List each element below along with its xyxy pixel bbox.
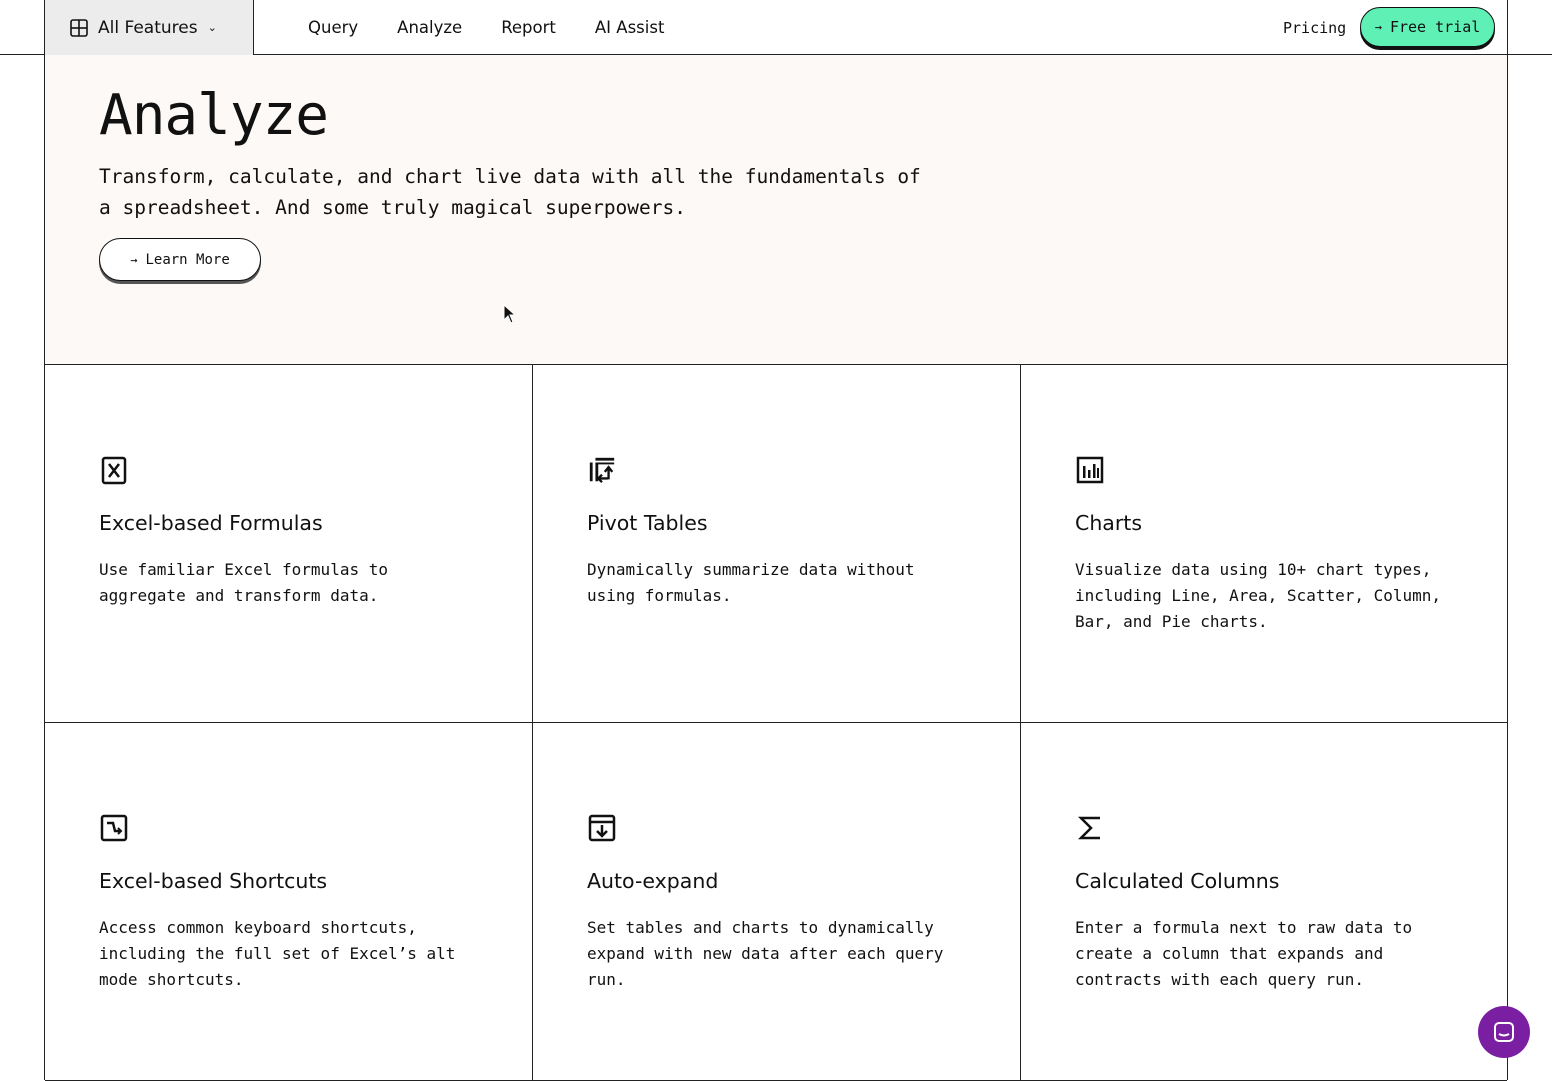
feature-description: Set tables and charts to dynamically expand with new data after each query run. — [587, 918, 944, 989]
nav-link-report[interactable]: Report — [501, 18, 556, 37]
hero-section — [45, 55, 1507, 365]
feature-card — [533, 723, 1021, 1081]
chevron-down-icon: ⌄ — [207, 21, 217, 34]
hero-description: Transform, calculate, and chart live data with all the fundamentals of a spreadsheet. And some truly magical superpowers. — [99, 165, 921, 219]
nav-link-analyze[interactable]: Analyze — [397, 18, 463, 37]
pricing-link[interactable]: Pricing — [1283, 18, 1347, 37]
feature-card — [533, 365, 1021, 723]
learn-more-label: Learn More — [145, 251, 230, 268]
feature-card — [1021, 723, 1507, 1081]
sigma-icon — [1075, 813, 1105, 843]
bar-chart-icon — [1075, 455, 1105, 485]
learn-more-button[interactable] — [99, 238, 261, 281]
nav-link-ai-assist[interactable]: AI Assist — [594, 18, 665, 37]
main-content — [44, 55, 1508, 1080]
free-trial-button[interactable] — [1360, 7, 1495, 47]
chat-launcher-button[interactable] — [1478, 1006, 1530, 1058]
feature-title: Excel-based Shortcuts — [99, 869, 328, 893]
feature-title: Auto-expand — [587, 869, 719, 893]
mouse-cursor-icon — [503, 304, 517, 324]
free-trial-label: Free trial — [1389, 18, 1481, 36]
feature-grid — [45, 365, 1507, 1081]
top-nav — [0, 0, 1552, 55]
arrow-right-icon: → — [130, 252, 138, 267]
feature-title: Charts — [1075, 511, 1143, 535]
pivot-table-icon — [587, 455, 617, 485]
feature-title: Calculated Columns — [1075, 869, 1280, 893]
feature-description: Visualize data using 10+ chart types, including Line, Area, Scatter, Column, Bar, and Pie charts. — [1075, 560, 1442, 631]
nav-link-query[interactable]: Query — [308, 18, 359, 37]
arrow-right-icon: → — [1374, 20, 1382, 34]
feature-title: Pivot Tables — [587, 511, 708, 535]
feature-card — [1021, 365, 1507, 723]
excel-formula-icon — [99, 455, 129, 485]
feature-card — [45, 723, 533, 1081]
nav-divider — [1507, 0, 1508, 55]
auto-expand-icon — [587, 813, 617, 843]
shortcut-icon — [99, 813, 129, 843]
grid-icon — [70, 19, 88, 37]
feature-title: Excel-based Formulas — [99, 511, 323, 535]
chat-icon — [1492, 1020, 1516, 1044]
feature-description: Use familiar Excel formulas to aggregate and transform data. — [99, 560, 388, 605]
all-features-label: All Features — [98, 17, 198, 38]
feature-description: Access common keyboard shortcuts, including the full set of Excel’s alt mode shortcuts. — [99, 918, 456, 989]
feature-card — [45, 365, 533, 723]
feature-description: Dynamically summarize data without using formulas. — [587, 560, 915, 605]
nav-links — [308, 0, 664, 55]
page-title: Analyze — [99, 83, 329, 148]
feature-description: Enter a formula next to raw data to create a column that expands and contracts with each query run. — [1075, 918, 1413, 989]
all-features-dropdown[interactable] — [44, 0, 254, 55]
